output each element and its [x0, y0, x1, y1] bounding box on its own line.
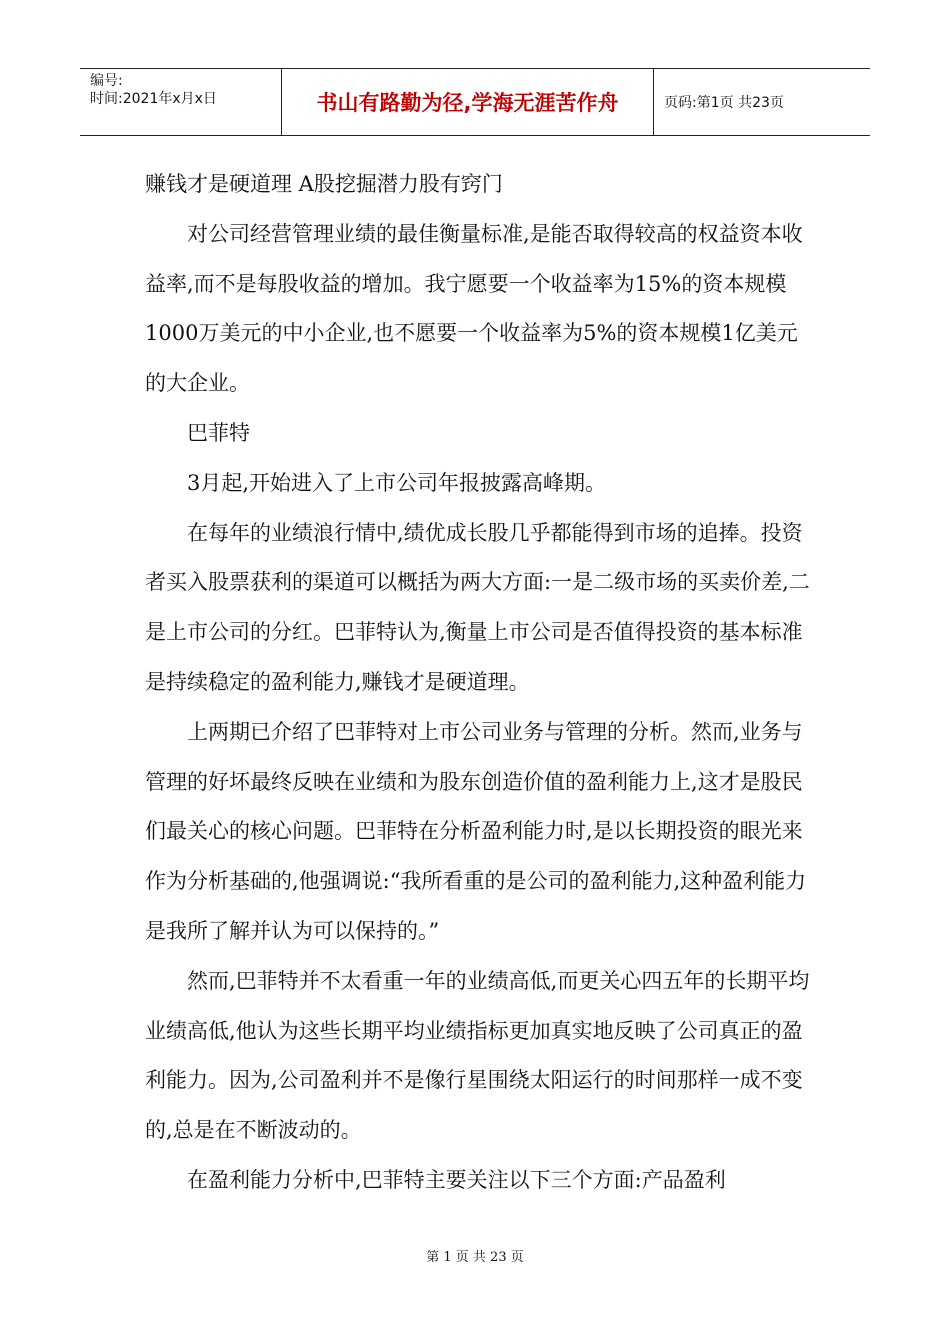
document-body [145, 160, 815, 1206]
paragraph: 3月起,开始进入了上市公司年报披露高峰期。 [187, 470, 607, 495]
document-title: 赚钱才是硬道理 A股挖掘潜力股有窍门 [145, 172, 503, 196]
paragraph: 巴菲特 [187, 420, 250, 445]
paragraph: 然而,巴菲特并不太看重一年的业绩高低,而更关心四五年的长期平均业绩高低,他认为这些长期平均业绩指标更加真实地反映了公司真正的盈利能力。因为,公司盈利并不是像行星围绕太阳运行的时间那样一成不变的,总是在不断波动的。 [145, 968, 810, 1143]
paragraph: 在盈利能力分析中,巴菲特主要关注以下三个方面:产品盈利 [187, 1167, 726, 1192]
paragraph: 上两期已介绍了巴菲特对上市公司业务与管理的分析。然而,业务与管理的好坏最终反映在业绩和为股东创造价值的盈利能力上,这才是股民们最关心的核心问题。巴菲特在分析盈利能力时,是以长期投资的眼光来作为分析基础的,他强调说:“我所看重的是公司的盈利能力,这种盈利能力是我所了解并认为可以保持的。” [145, 719, 807, 943]
page-header [80, 68, 870, 136]
header-meta [80, 69, 282, 135]
header-motto: 书山有路勤为径,学海无涯苦作舟 [282, 69, 654, 135]
number-label: 编号: [90, 73, 123, 89]
paragraph: 在每年的业绩浪行情中,绩优成长股几乎都能得到市场的追捧。投资者买入股票获利的渠道可以概括为两大方面:一是二级市场的买卖价差,二是上市公司的分红。巴菲特认为,衡量上市公司是否值得投资的基本标准是持续稳定的盈利能力,赚钱才是硬道理。 [145, 520, 810, 694]
header-page-info: 页码:第1页 共23页 [664, 95, 784, 111]
time-label: 时间:2021年x月x日 [90, 91, 217, 107]
paragraph: 对公司经营管理业绩的最佳衡量标准,是能否取得较高的权益资本收益率,而不是每股收益的增加。我宁愿要一个收益率为15%的资本规模1000万美元的中小企业,也不愿要一个收益率为5%的资本规模1亿美元的大企业。 [145, 221, 803, 396]
page-footer: 第 1 页 共 23 页 [426, 1250, 524, 1265]
